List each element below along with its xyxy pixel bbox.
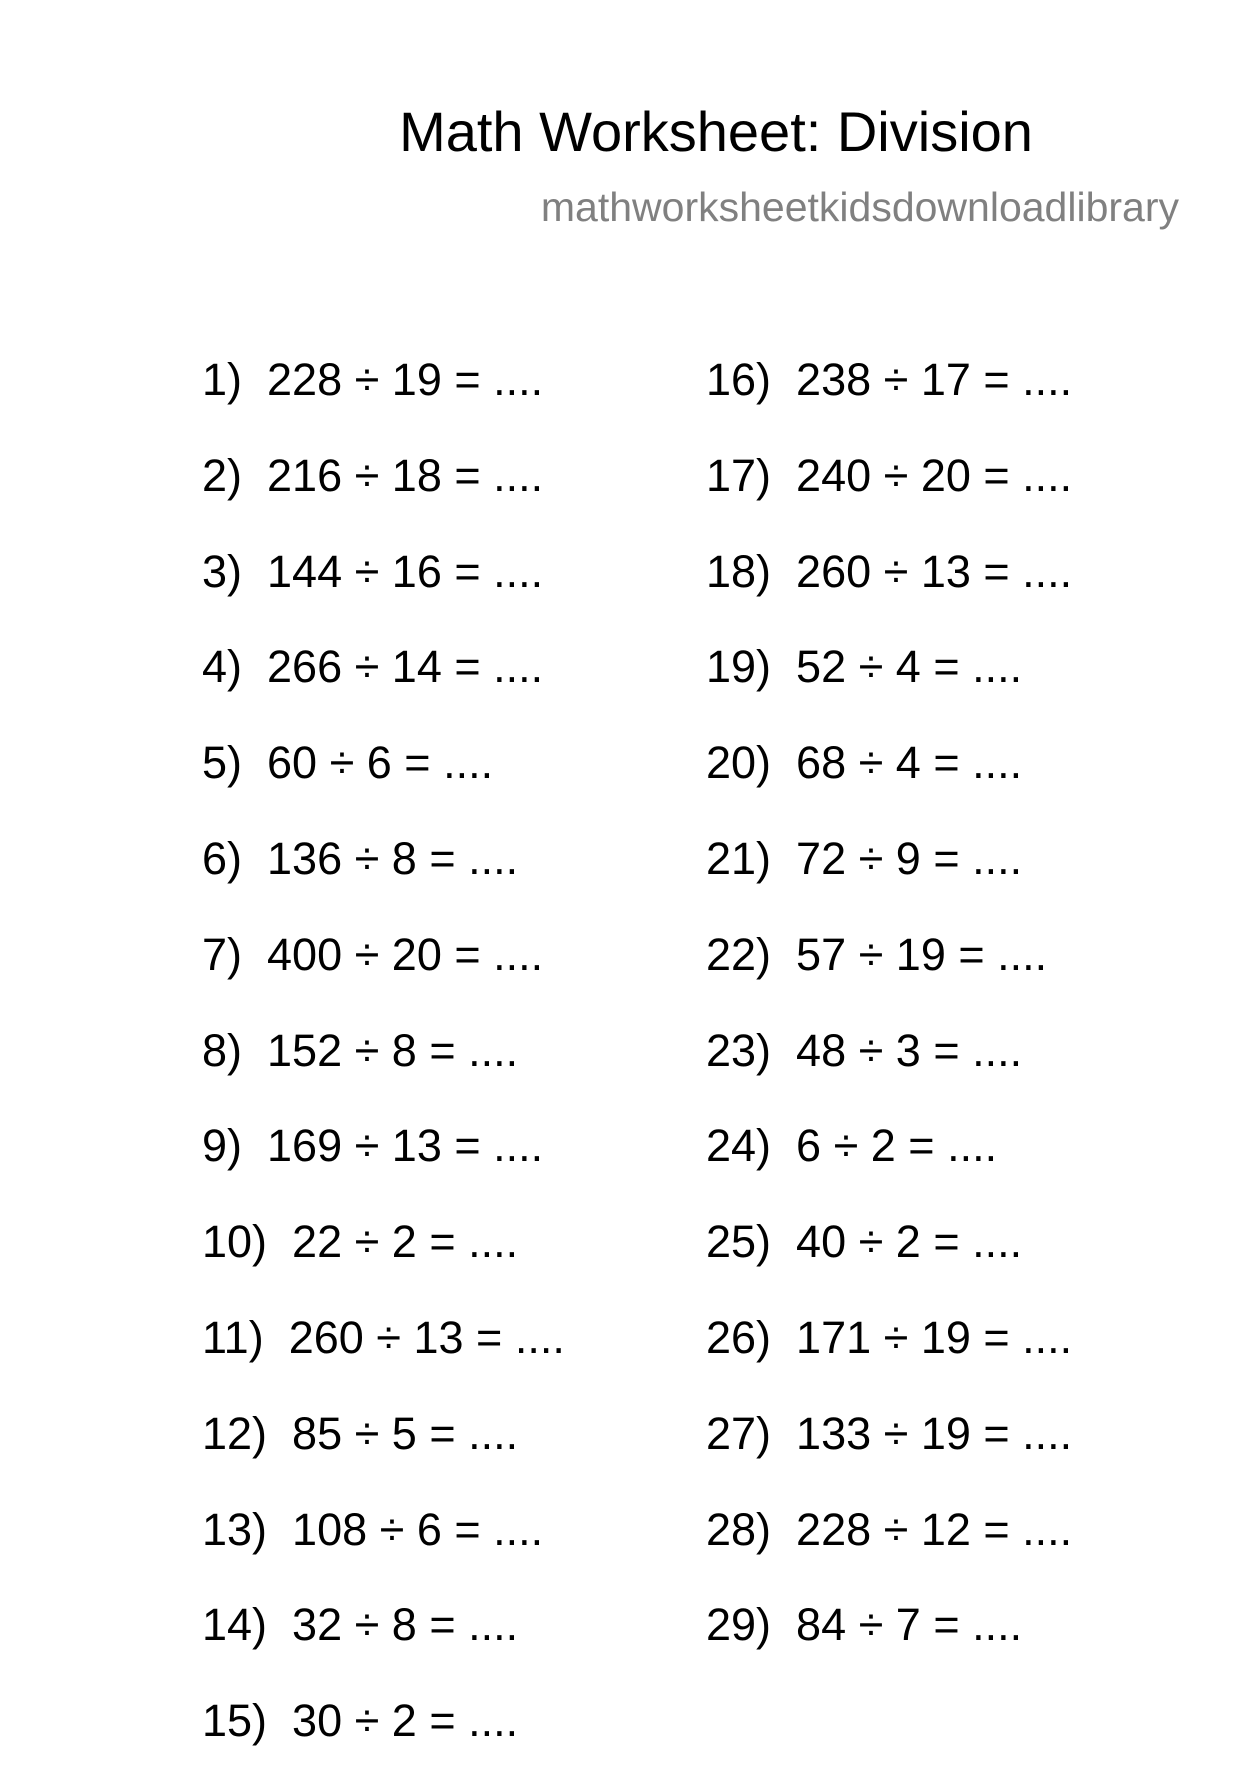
- division-problem: 17) 240 ÷ 20 = ....: [706, 449, 1073, 501]
- division-problem: 13) 108 ÷ 6 = ....: [202, 1503, 544, 1555]
- division-problem: 8) 152 ÷ 8 = ....: [202, 1024, 519, 1076]
- problem-column-right: [706, 354, 1072, 1695]
- division-problem: 23) 48 ÷ 3 = ....: [706, 1024, 1023, 1076]
- division-problem: 26) 171 ÷ 19 = ....: [706, 1311, 1073, 1363]
- division-problem: 14) 32 ÷ 8 = ....: [202, 1599, 519, 1651]
- division-problem: 15) 30 ÷ 2 = ....: [202, 1695, 519, 1747]
- division-problem: 25) 40 ÷ 2 = ....: [706, 1216, 1023, 1268]
- division-problem: 12) 85 ÷ 5 = ....: [202, 1407, 519, 1459]
- worksheet-title: Math Worksheet: Division: [399, 100, 1033, 163]
- division-problem: 5) 60 ÷ 6 = ....: [202, 737, 494, 789]
- division-problem: 24) 6 ÷ 2 = ....: [706, 1120, 998, 1172]
- division-problem: 18) 260 ÷ 13 = ....: [706, 545, 1073, 597]
- division-problem: 21) 72 ÷ 9 = ....: [706, 832, 1023, 884]
- division-problem: 27) 133 ÷ 19 = ....: [706, 1407, 1073, 1459]
- division-problem: 1) 228 ÷ 19 = ....: [202, 354, 544, 405]
- division-problem: 29) 84 ÷ 7 = ....: [706, 1599, 1023, 1651]
- division-problem: 20) 68 ÷ 4 = ....: [706, 737, 1023, 789]
- division-problem: 4) 266 ÷ 14 = ....: [202, 641, 544, 693]
- division-problem: 9) 169 ÷ 13 = ....: [202, 1120, 544, 1172]
- division-problem: 16) 238 ÷ 17 = ....: [706, 354, 1073, 405]
- division-problem: 22) 57 ÷ 19 = ....: [706, 928, 1048, 980]
- problem-column-left: [202, 354, 565, 1791]
- division-problem: 7) 400 ÷ 20 = ....: [202, 928, 544, 980]
- division-problem: 6) 136 ÷ 8 = ....: [202, 832, 519, 884]
- division-problem: 28) 228 ÷ 12 = ....: [706, 1503, 1073, 1555]
- division-problem: 2) 216 ÷ 18 = ....: [202, 449, 544, 501]
- division-problem: 19) 52 ÷ 4 = ....: [706, 641, 1023, 693]
- division-problem: 10) 22 ÷ 2 = ....: [202, 1216, 519, 1268]
- worksheet-source: mathworksheetkidsdownloadlibrary: [540, 184, 1179, 230]
- division-problem: 11) 260 ÷ 13 = ....: [202, 1311, 565, 1363]
- division-problem: 3) 144 ÷ 16 = ....: [202, 545, 544, 597]
